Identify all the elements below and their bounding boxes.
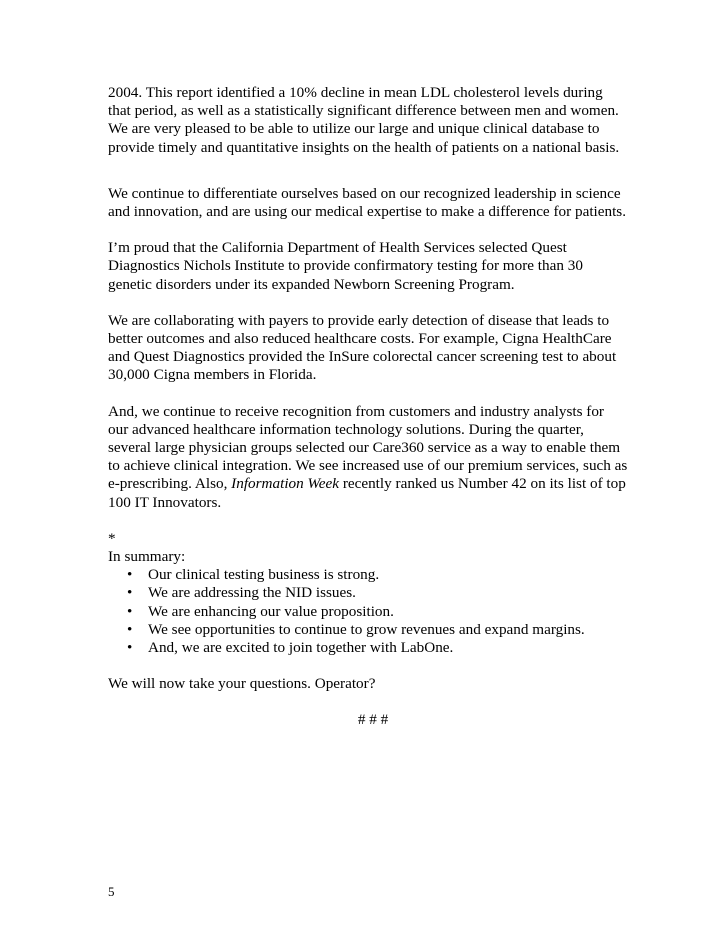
summary-item-text: We see opportunities to continue to grow revenues and expand margins. — [148, 620, 585, 638]
paragraph-payer-collaboration: We are collaborating with payers to provide early detection of disease that leads to better outcomes and also reduced healthcare costs. For example, Cigna HealthCare and Quest Diagnostics provided the InSure colorectal cancer screening test to about 30,000 Cigna members in Florida. — [108, 311, 617, 384]
asterisk-divider: * — [108, 529, 116, 547]
paragraph-newborn-screening: I’m proud that the California Department of Health Services selected Quest Diagnostics Nichols Institute to provide confirmatory testing for more than 30 genetic disorders under its expanded Newborn Screening Program. — [108, 239, 583, 293]
document-body — [108, 84, 628, 730]
closing-line: We will now take your questions. Operator? — [108, 675, 376, 693]
paragraph-it-recognition-end: recently ranked us Number 42 on its list of top 100 IT Innovators. — [108, 475, 626, 511]
bullet-icon: • — [127, 584, 133, 602]
bullet-icon: • — [127, 639, 133, 657]
bullet-icon: • — [127, 602, 133, 620]
paragraph-differentiation: We continue to differentiate ourselves based on our recognized leadership in science and innovation, and are using our medical expertise to make a difference for patients. — [108, 184, 627, 221]
summary-item — [108, 639, 628, 657]
summary-item-text: And, we are excited to join together with LabOne. — [148, 639, 454, 657]
summary-list — [108, 566, 628, 657]
summary-item — [108, 621, 628, 639]
summary-item — [108, 584, 628, 602]
summary-item-text: We are addressing the NID issues. — [148, 584, 356, 602]
summary-item — [108, 603, 628, 621]
summary-item-text: We are enhancing our value proposition. — [148, 602, 394, 620]
end-mark: # # # — [357, 711, 389, 729]
summary-item-text: Our clinical testing business is strong. — [148, 566, 380, 584]
publication-name: Information Week — [231, 475, 340, 493]
summary-item — [108, 566, 628, 584]
bullet-icon: • — [127, 620, 133, 638]
paragraph-it-recognition-main: And, we continue to receive recognition from customers and industry analysts for our advanced healthcare information technology solutions. During the quarter, several large physician groups selected our Care360 service as a way to enable them to achieve clinical integration. We see increased use of our premium services, such as e-prescribing. Also, — [108, 402, 628, 493]
paragraph-it-recognition — [108, 403, 628, 512]
bullet-icon: • — [127, 566, 133, 584]
summary-heading: In summary: — [108, 548, 186, 566]
page-number: 5 — [108, 884, 115, 899]
paragraph-ldl-report: 2004. This report identified a 10% decline in mean LDL cholesterol levels during that period, as well as a statistically significant difference between men and women. We are very pleased to be able to utilize our large and unique clinical database to provide timely and quantitative insights on the health of patients on a national basis. — [108, 84, 620, 156]
